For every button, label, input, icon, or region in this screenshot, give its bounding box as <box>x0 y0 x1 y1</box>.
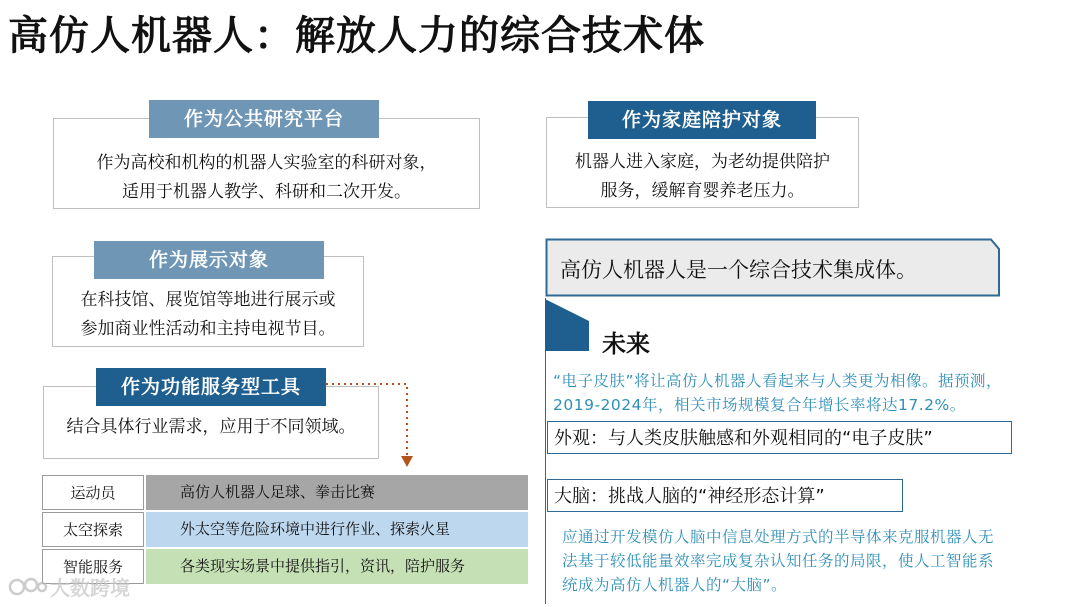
future-description <box>553 369 1002 417</box>
application-table <box>42 475 528 584</box>
future-desc-line2: 2019-2024年，相关市场规模复合年增长率将达17.2%。 <box>553 396 966 414</box>
brain-desc-line2: 法基于较低能量效率完成复杂认知任务的局限，使人工智能系 <box>562 552 995 570</box>
appearance-box <box>547 421 1012 454</box>
table-row-value: 各类现实场景中提供指引，资讯，陪护服务 <box>146 549 528 584</box>
table-row-value: 高仿人机器人足球、拳击比赛 <box>146 475 528 510</box>
future-heading: 未来 <box>602 330 650 358</box>
watermark-logo-icon <box>8 574 48 600</box>
display-line2: 参加商业性活动和主持电视节目。 <box>80 319 336 339</box>
watermark <box>8 572 130 601</box>
service-tool-line1: 结合具体行业需求，应用于不同领域。 <box>66 417 356 437</box>
table-row <box>42 512 528 547</box>
banner-text: 高仿人机器人是一个综合技术集成体。 <box>560 258 917 282</box>
table-row-value: 外太空等危险环境中进行作业、探索火星 <box>146 512 528 547</box>
appearance-text: 外观：与人类皮肤触感和外观相同的“电子皮肤” <box>554 428 933 449</box>
watermark-text: 大数跨境 <box>50 576 130 600</box>
brain-desc-line3: 统成为高仿人机器人的“大脑”。 <box>562 576 788 594</box>
future-desc-line1: “电子皮肤”将让高仿人机器人看起来与人类更为相像。据预测， <box>553 372 1003 390</box>
page-title: 高仿人机器人：解放人力的综合技术体 <box>8 13 705 59</box>
family-companion-tag: 作为家庭陪护对象 <box>588 101 816 139</box>
family-companion-line2: 服务，缓解育婴养老压力。 <box>600 181 805 201</box>
table-row-label: 太空探索 <box>42 512 144 547</box>
family-companion-line1: 机器人进入家庭，为老幼提供陪护 <box>575 152 830 172</box>
table-row-label: 运动员 <box>42 475 144 510</box>
brain-box <box>547 479 903 512</box>
research-platform-line1: 作为高校和机构的机器人实验室的科研对象， <box>96 153 437 173</box>
future-marker-icon <box>545 299 591 351</box>
brain-text: 大脑：挑战人脑的“神经形态计算” <box>554 486 825 507</box>
dotted-arrow-connector <box>320 378 420 473</box>
table-row <box>42 475 528 510</box>
brain-description <box>562 525 994 597</box>
research-platform-line2: 适用于机器人教学、科研和二次开发。 <box>122 182 411 202</box>
display-line1: 在科技馆、展览馆等地进行展示或 <box>80 290 336 310</box>
table-row-label: 智能服务 <box>42 549 144 584</box>
research-platform-tag: 作为公共研究平台 <box>149 100 379 138</box>
display-tag: 作为展示对象 <box>94 241 324 279</box>
brain-desc-line1: 应通过开发模仿人脑中信息处理方式的半导体来克服机器人无 <box>562 528 995 546</box>
service-tool-tag: 作为功能服务型工具 <box>96 368 326 406</box>
